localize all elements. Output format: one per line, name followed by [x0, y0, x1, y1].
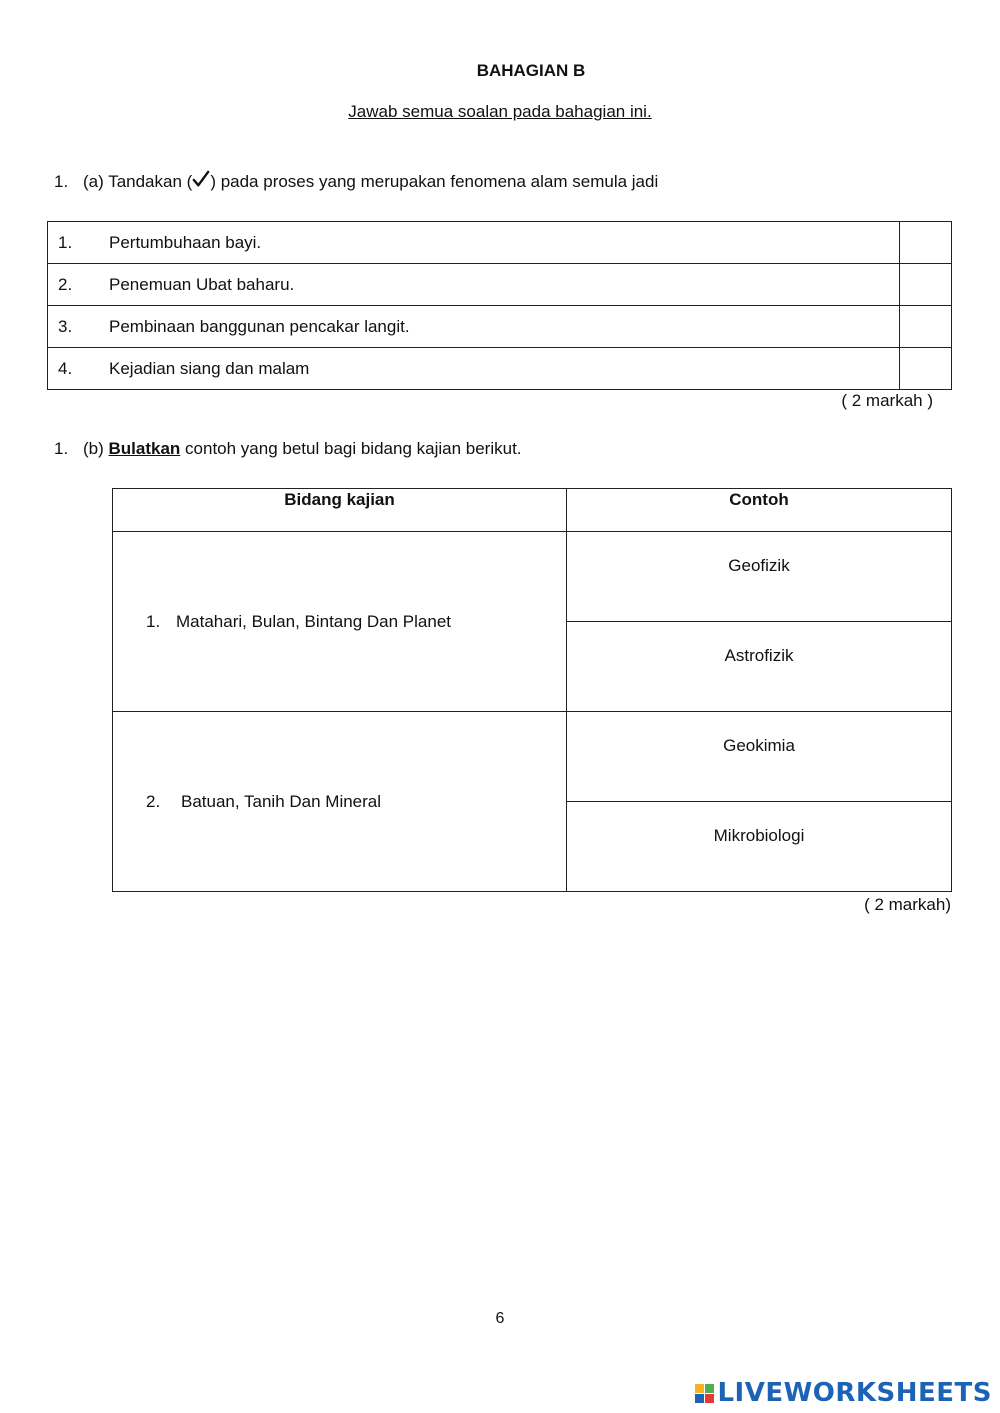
- item-number: 4.: [58, 358, 73, 378]
- field-number: 2.: [146, 791, 161, 811]
- marks-label: ( 2 markah ): [841, 391, 933, 410]
- question-text-before: (a) Tandakan (: [83, 172, 193, 191]
- page-number: 6: [495, 1310, 505, 1327]
- table-row: [48, 348, 952, 390]
- table-row: [113, 532, 952, 622]
- question-keyword: Bulatkan: [108, 439, 181, 458]
- option-geokimia[interactable]: Geokimia: [567, 712, 952, 802]
- item-text: Pertumbuhaan bayi.: [109, 232, 262, 252]
- question-1b: [54, 439, 522, 459]
- section-title: BAHAGIAN B: [476, 61, 586, 80]
- table-row: [48, 222, 952, 264]
- column-header-field: Bidang kajian: [113, 489, 567, 532]
- item-number: 3.: [58, 316, 73, 336]
- check-icon: [192, 170, 210, 188]
- field-study-table: [112, 488, 952, 892]
- table-row: [113, 712, 952, 802]
- field-number: 1.: [146, 611, 161, 631]
- tick-box-3[interactable]: [900, 306, 952, 348]
- tick-box-1[interactable]: [900, 222, 952, 264]
- process-table: [47, 221, 952, 390]
- column-header-example: Contoh: [567, 489, 952, 532]
- field-text: Batuan, Tanih Dan Mineral: [181, 791, 382, 811]
- field-cell: [113, 712, 567, 892]
- table-row: [48, 264, 952, 306]
- table-header-row: [113, 489, 952, 532]
- tick-box-4[interactable]: [900, 348, 952, 390]
- field-text: Matahari, Bulan, Bintang Dan Planet: [176, 611, 452, 631]
- question-text-after: contoh yang betul bagi bidang kajian berikut.: [185, 439, 522, 458]
- question-number: 1.: [54, 439, 69, 458]
- logo-text: LIVEWORKSHEETS: [717, 1378, 992, 1408]
- question-number: 1.: [54, 172, 69, 191]
- item-number: 1.: [58, 232, 73, 252]
- marks-label: ( 2 markah): [864, 895, 951, 914]
- section-instruction: Jawab semua soalan pada bahagian ini.: [348, 102, 652, 121]
- field-cell: [113, 532, 567, 712]
- liveworksheets-logo: [695, 1378, 992, 1408]
- option-geofizik[interactable]: Geofizik: [567, 532, 952, 622]
- item-text: Penemuan Ubat baharu.: [109, 274, 295, 294]
- item-text: Pembinaan banggunan pencakar langit.: [109, 316, 410, 336]
- question-prefix: (b): [83, 439, 104, 458]
- option-astrofizik[interactable]: Astrofizik: [567, 622, 952, 712]
- item-number: 2.: [58, 274, 73, 294]
- question-text-after: ) pada proses yang merupakan fenomena alam semula jadi: [210, 172, 659, 191]
- logo-mark-icon: [695, 1384, 714, 1403]
- item-text: Kejadian siang dan malam: [109, 358, 310, 378]
- table-row: [48, 306, 952, 348]
- question-1a: [54, 170, 658, 192]
- option-mikrobiologi[interactable]: Mikrobiologi: [567, 802, 952, 892]
- tick-box-2[interactable]: [900, 264, 952, 306]
